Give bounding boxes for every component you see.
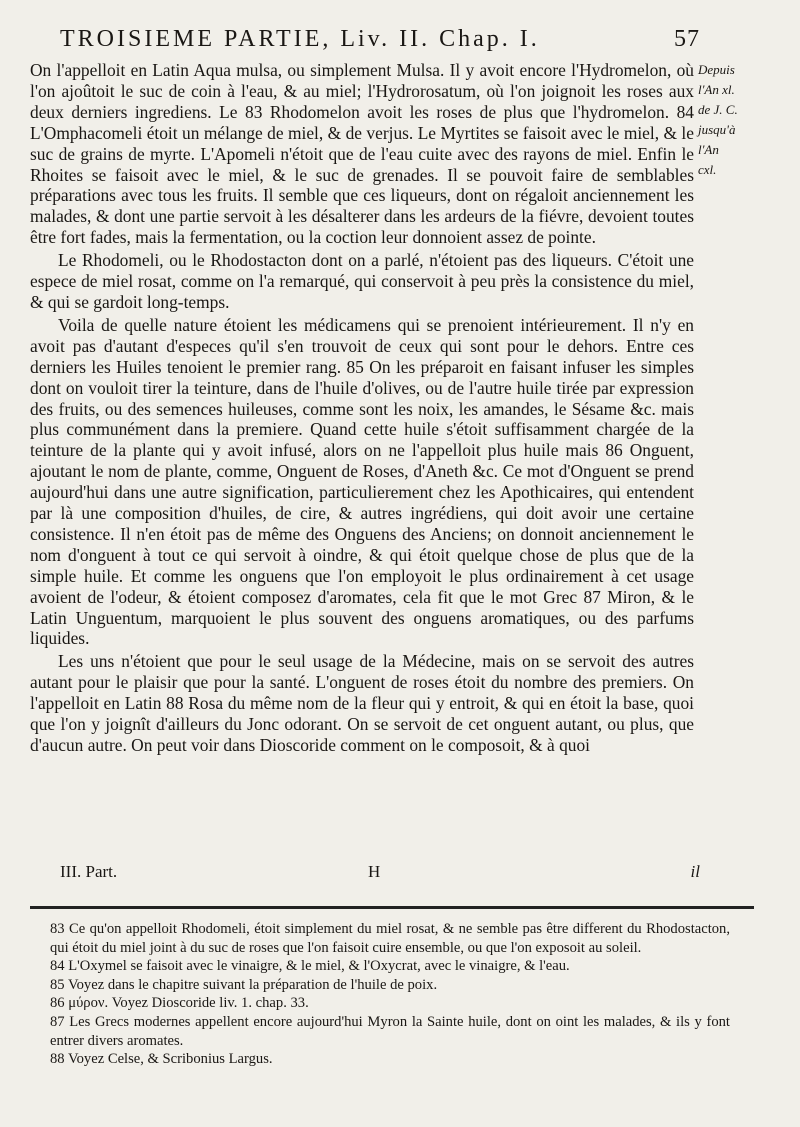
part-label: III. Part. [60,862,118,881]
margin-note [698,60,756,180]
page-number: 57 [674,26,700,52]
footnote: 85 Voyez dans le chapitre suivant la préparation de l'huile de poix. [50,976,438,993]
main-text [30,60,694,758]
margin-note-line: l'An [698,142,719,157]
footnotes [50,920,730,1069]
margin-note-line: de J. C. [698,102,738,117]
footnote: 88 Voyez Celse, & Scribonius Largus. [50,1051,273,1068]
margin-note-line: jusqu'à [698,122,736,137]
paragraph: Le Rhodomeli, ou le Rhodostacton dont on a parlé, n'étoient pas des liqueurs. C'étoit une espece de miel rosat, comme on l'a remarqué, qui conservoit à peu près la consistence du miel, & qui se gardoit long-temps. [30,250,694,312]
footnote: 83 Ce qu'on appelloit Rhodomeli, étoit simplement du miel rosat, & ne semble pas être different du Rhodostacton, qui étoit du miel joint à du suc de roses que l'on faisoit cuire ensemble, ou que l'on exposoit au soleil. [50,921,730,956]
running-title: TROISIEME PARTIE, Liv. II. Chap. I. [60,26,540,52]
margin-note-line: Depuis [698,62,735,77]
footnote-divider [30,906,754,909]
catchword: il [690,862,700,881]
paragraph: Voila de quelle nature étoient les médicamens qui se prenoient intérieurement. Il n'y en avoit pas d'autant d'especes qu'il s'en trouvoit de ceux qui sont pour le dehors. Entre ces derniers les Huiles tenoient le premier rang. 85 On les préparoit en faisant infuser les simples dont on vouloit tirer la teinture, dans de l'huile d'olives, ou de l'autre huile tirée par expression des fruits, ou des semences huileuses, comme sont les noix, les amandes, le Sésame &c. mais plus communément dans la premiere. Quand cette huile s'étoit suffisamment chargée de la teinture de la plante qui y avoit infusé, alors on ne l'appelloit plus huile mais 86 Onguent, ajoutant le nom de plante, comme, Onguent de Roses, d'Aneth &c. Ce mot d'Onguent se prend aujourd'hui dans une autre signification, particulierement chez les Apothicaires, qui entendent par là une composition d'huiles, de cire, & autres ingrédiens, qui doit avoir une certaine consistence. Il n'en étoit pas de même des Onguens des Anciens; on donnoit anciennement le nom d'onguent à tout ce qui servoit à oindre, & qui étoit quelque chose de plus que de la simple huile. Et comme les onguens que l'on employoit le plus ordinairement à cet usage avoient de l'odeur, & étoient composez d'aromates, cela fit que le mot Grec 87 Miron, & le Latin Unguentum, marquoient le plus souvent des onguens aromatiques, ou des parfums liquides. [30,314,694,649]
footnote: 87 Les Grecs modernes appellent encore aujourd'hui Myron la Sainte huile, dont on oint les malades, & ils y font entrer divers aromates. [50,1013,730,1049]
margin-note-line: cxl. [698,162,717,177]
margin-note-line: l'An xl. [698,82,735,97]
footnote: 84 L'Oxymel se faisoit avec le vinaigre, & le miel, & l'Oxycrat, avec le vinaigre, & l'eau. [50,958,570,975]
paragraph: Les uns n'étoient que pour le seul usage de la Médecine, mais on se servoit des autres autant pour le plaisir que pour la santé. L'onguent de roses étoit du nombre des premiers. On l'appelloit en Latin 88 Rosa du même nom de la fleur qui y entroit, & qui en étoit la base, quoi que l'on y joignît d'ailleurs du Jonc odorant. On se servoit de cet onguent autant, ou plus, que d'aucun autre. On peut voir dans Dioscoride comment on le composoit, & à quoi [30,651,694,755]
paragraph: On l'appelloit en Latin Aqua mulsa, ou simplement Mulsa. Il y avoit encore l'Hydromelon, où l'on ajoûtoit le suc de coin à l'eau, & au miel; l'Hydrorosatum, où l'on joignoit les roses aux deux derniers ingrediens. Le 83 Rhodomelon avoit les roses de plus que l'hydromelon. 84 L'Omphacomeli étoit un mélange de miel, & de verjus. Le Myrtites se faisoit avec le miel, & le suc de grains de myrte. L'Apomeli n'étoit que de l'eau cuite avec des rayons de miel. Enfin le Rhoites se faisoit avec le miel, & le suc de grenades. Il se pouvoit faire de semblables préparations avec tous les fruits. Il semble que ces liqueurs, dont on régaloit anciennement les malades, & dont une partie servoit à les désalterer dans les ardeurs de la fiévre, devoient toutes être fort fades, mais la fermentation, ou la coction leur donnoient assez de pointe. [30,60,694,248]
footnote: 86 μύρον. Voyez Dioscoride liv. 1. chap. 33. [50,995,309,1012]
page-header [60,26,700,56]
signature-mark: H [368,862,381,881]
signature-line [60,862,700,884]
